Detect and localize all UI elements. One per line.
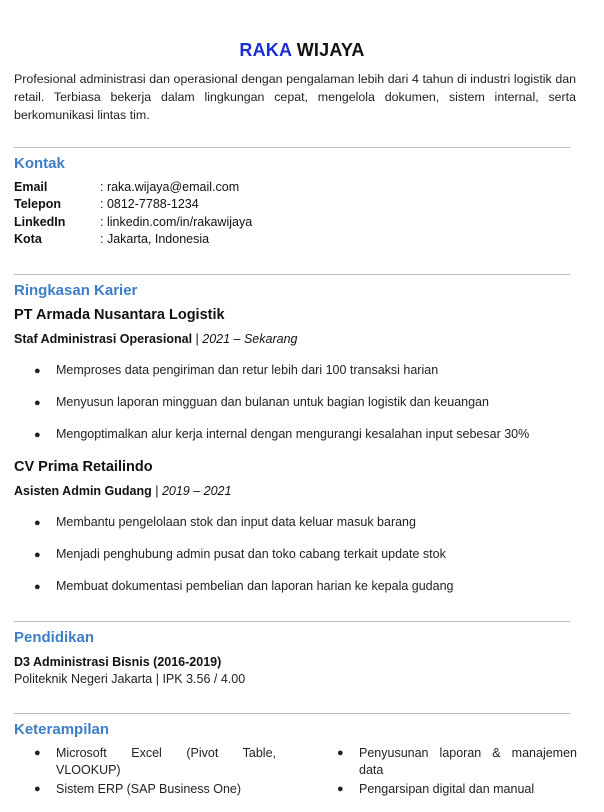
job-role: Asisten Admin Gudang	[14, 484, 152, 498]
bullet-text: Mengoptimalkan alur kerja internal dengan mengurangi kesalahan input sebesar 30%	[56, 427, 530, 441]
job-role: Staf Administrasi Operasional	[14, 332, 193, 346]
last-name: WIJAYA	[296, 40, 365, 60]
job-period: 2021 – Sekarang	[202, 332, 298, 346]
contact-row-phone	[14, 196, 199, 213]
skill-item	[34, 781, 276, 798]
first-name: RAKA	[239, 40, 292, 60]
bullet-icon: ●	[337, 747, 344, 759]
bullet-text: Membuat dokumentasi pembelian dan laporan harian ke kepala gudang	[56, 579, 454, 593]
skill-text: Penyusunan laporan & manajemen data	[359, 746, 577, 777]
bullet-icon: ●	[34, 517, 41, 529]
contact-label: Telepon	[14, 197, 61, 211]
skill-text: Pengarsipan digital dan manual	[359, 782, 535, 796]
job-role-line	[14, 332, 297, 346]
job-period: 2019 – 2021	[161, 484, 232, 498]
bullet-text: Menjadi penghubung admin pusat dan toko cabang terkait update stok	[56, 547, 446, 561]
bullet-icon: ●	[337, 783, 344, 795]
contact-row-email	[14, 179, 239, 196]
list-item	[34, 395, 489, 409]
bullet-icon: ●	[34, 549, 41, 561]
bullet-text: Memproses data pengiriman dan retur lebih dari 100 transaksi harian	[56, 363, 439, 377]
bullet-text: Membantu pengelolaan stok dan input data keluar masuk barang	[56, 515, 416, 529]
contact-label: LinkedIn	[14, 215, 66, 229]
role-separator: |	[192, 332, 203, 346]
divider	[14, 713, 570, 714]
contact-value: : Jakarta, Indonesia	[100, 232, 210, 246]
contact-value[interactable]: : linkedin.com/in/rakawijaya	[100, 215, 253, 229]
profile-summary: Profesional administrasi dan operasional dengan pengalaman lebih dari 4 tahun di industri logistik dan retail. Terbiasa bekerja dalam lingkungan cepat, mengelola dokumen, sistem internal, serta berkomunikasi lintas tim.	[14, 72, 576, 122]
list-item	[34, 579, 454, 593]
list-item	[34, 547, 446, 561]
section-title-skills: Keterampilan	[14, 721, 110, 738]
divider	[14, 621, 570, 622]
contact-label: Kota	[14, 232, 42, 246]
bullet-icon: ●	[34, 397, 41, 409]
job-role-line	[14, 484, 231, 498]
candidate-name	[0, 40, 604, 61]
contact-value[interactable]: : 0812-7788-1234	[100, 197, 199, 211]
bullet-text: Menyusun laporan mingguan dan bulanan untuk bagian logistik dan keuangan	[56, 395, 489, 409]
list-item	[34, 427, 529, 441]
bullet-icon: ●	[34, 365, 41, 377]
job-company: CV Prima Retailindo	[14, 459, 153, 475]
contact-row-city	[14, 231, 209, 248]
bullet-icon: ●	[34, 783, 41, 795]
contact-row-linkedin	[14, 214, 252, 231]
divider	[14, 147, 570, 148]
bullet-icon: ●	[34, 747, 41, 759]
skill-text: Microsoft Excel (Pivot Table, VLOOKUP)	[56, 746, 276, 777]
job-company: PT Armada Nusantara Logistik	[14, 307, 225, 323]
divider	[14, 274, 570, 275]
contact-label: Email	[14, 180, 48, 194]
skill-item	[337, 781, 577, 798]
bullet-icon: ●	[34, 429, 41, 441]
skill-item	[34, 745, 276, 779]
skill-text: Sistem ERP (SAP Business One)	[56, 782, 242, 796]
education-degree: D3 Administrasi Bisnis (2016-2019)	[14, 655, 222, 669]
list-item	[34, 515, 416, 529]
contact-value[interactable]: : raka.wijaya@email.com	[100, 180, 240, 194]
section-title-education: Pendidikan	[14, 629, 95, 646]
bullet-icon: ●	[34, 581, 41, 593]
role-separator: |	[151, 484, 162, 498]
section-title-career: Ringkasan Karier	[14, 282, 138, 299]
education-detail: Politeknik Negeri Jakarta | IPK 3.56 / 4.00	[14, 672, 246, 686]
skill-item	[337, 745, 577, 779]
list-item	[34, 363, 438, 377]
section-title-contact: Kontak	[14, 155, 65, 172]
